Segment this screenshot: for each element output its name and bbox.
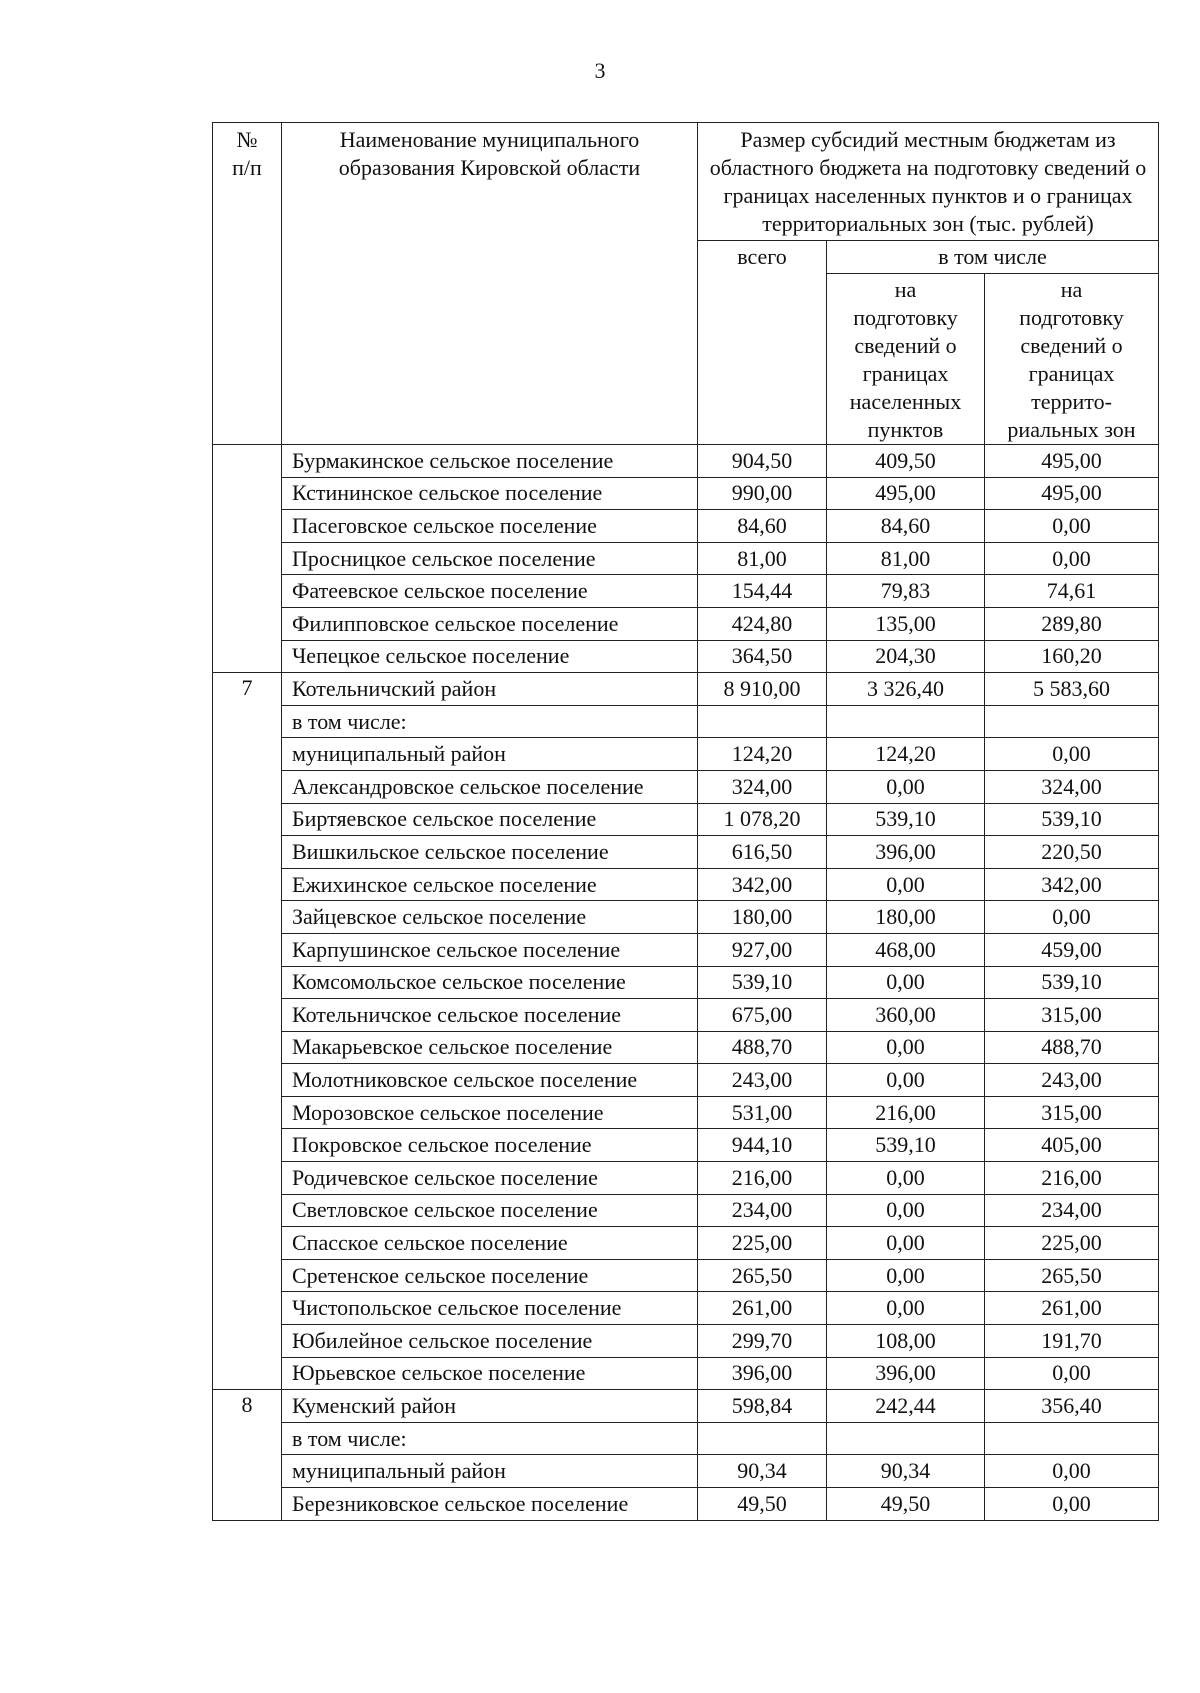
total-amount: 904,50: [698, 445, 827, 478]
row-number: 8: [213, 1390, 282, 1520]
zones-amount: [985, 705, 1159, 738]
table-row: [213, 1194, 1159, 1227]
table-row: [213, 1390, 1159, 1423]
zones-amount: 289,80: [985, 607, 1159, 640]
total-amount: [698, 1422, 827, 1455]
settlements-amount: 242,44: [827, 1390, 985, 1423]
zones-amount: 261,00: [985, 1292, 1159, 1325]
municipality-name: Куменский район: [282, 1390, 698, 1423]
zones-amount: 160,20: [985, 640, 1159, 673]
municipality-name: в том числе:: [282, 1422, 698, 1455]
total-amount: [698, 705, 827, 738]
header-settlements: на подготовку сведений о границах населенных пунктов: [827, 274, 985, 445]
municipality-name: муниципальный район: [282, 738, 698, 771]
zones-amount: 234,00: [985, 1194, 1159, 1227]
table-row: [213, 933, 1159, 966]
settlements-amount: 90,34: [827, 1455, 985, 1488]
municipality-name: Чистопольское сельское поселение: [282, 1292, 698, 1325]
municipality-name: Макарьевское сельское поселение: [282, 1031, 698, 1064]
settlements-amount: 0,00: [827, 1227, 985, 1260]
total-amount: 364,50: [698, 640, 827, 673]
total-amount: 1 078,20: [698, 803, 827, 836]
table-row: [213, 770, 1159, 803]
settlements-amount: 180,00: [827, 901, 985, 934]
total-amount: 675,00: [698, 999, 827, 1032]
header-number: № п/п: [213, 123, 282, 445]
municipality-name: Вишкильское сельское поселение: [282, 836, 698, 869]
settlements-amount: 0,00: [827, 1064, 985, 1097]
zones-amount: 243,00: [985, 1064, 1159, 1097]
table-row: [213, 868, 1159, 901]
municipality-name: Родичевское сельское поселение: [282, 1162, 698, 1195]
page-number: 3: [594, 58, 606, 83]
total-amount: 84,60: [698, 510, 827, 543]
settlements-amount: 0,00: [827, 1194, 985, 1227]
zones-amount: 356,40: [985, 1390, 1159, 1423]
settlements-amount: 79,83: [827, 575, 985, 608]
total-amount: 616,50: [698, 836, 827, 869]
table-row: [213, 803, 1159, 836]
table-row: [213, 1064, 1159, 1097]
table-row: [213, 673, 1159, 706]
table-row: [213, 1162, 1159, 1195]
table-row: [213, 542, 1159, 575]
table-row: [213, 1488, 1159, 1521]
settlements-amount: 135,00: [827, 607, 985, 640]
table-row: [213, 1455, 1159, 1488]
subsidy-table: [212, 122, 1159, 1521]
zones-amount: 0,00: [985, 510, 1159, 543]
header-including: в том числе: [827, 241, 1159, 274]
total-amount: 216,00: [698, 1162, 827, 1195]
table-row: [213, 901, 1159, 934]
header-total: всего: [698, 241, 827, 445]
zones-amount: 0,00: [985, 542, 1159, 575]
municipality-name: Чепецкое сельское поселение: [282, 640, 698, 673]
municipality-name: Покровское сельское поселение: [282, 1129, 698, 1162]
settlements-amount: 204,30: [827, 640, 985, 673]
settlements-amount: 0,00: [827, 1259, 985, 1292]
table-row: [213, 1096, 1159, 1129]
settlements-amount: 539,10: [827, 1129, 985, 1162]
header-subsidy: Размер субсидий местным бюджетам из областного бюджета на подготовку сведений о границах населенных пунктов и о границах территориальных зон (тыс. рублей): [698, 123, 1159, 241]
total-amount: 488,70: [698, 1031, 827, 1064]
total-amount: 225,00: [698, 1227, 827, 1260]
table-row: [213, 1292, 1159, 1325]
zones-amount: 495,00: [985, 445, 1159, 478]
table-row: [213, 738, 1159, 771]
settlements-amount: [827, 705, 985, 738]
zones-amount: 315,00: [985, 999, 1159, 1032]
total-amount: 8 910,00: [698, 673, 827, 706]
total-amount: 396,00: [698, 1357, 827, 1390]
total-amount: 90,34: [698, 1455, 827, 1488]
settlements-amount: 0,00: [827, 1162, 985, 1195]
municipality-name: Морозовское сельское поселение: [282, 1096, 698, 1129]
table-row: [213, 575, 1159, 608]
zones-amount: 495,00: [985, 477, 1159, 510]
municipality-name: Котельничское сельское поселение: [282, 999, 698, 1032]
zones-amount: [985, 1422, 1159, 1455]
municipality-name: Котельничский район: [282, 673, 698, 706]
total-amount: 944,10: [698, 1129, 827, 1162]
zones-amount: 265,50: [985, 1259, 1159, 1292]
table-row: [213, 1227, 1159, 1260]
settlements-amount: 81,00: [827, 542, 985, 575]
settlements-amount: 3 326,40: [827, 673, 985, 706]
total-amount: 324,00: [698, 770, 827, 803]
zones-amount: 315,00: [985, 1096, 1159, 1129]
header-municipality: Наименование муниципального образования Кировской области: [282, 123, 698, 445]
table-row: [213, 477, 1159, 510]
header-zones: на подготовку сведений о границах террито- риальных зон: [985, 274, 1159, 445]
table-row: [213, 966, 1159, 999]
total-amount: 124,20: [698, 738, 827, 771]
table-row: [213, 640, 1159, 673]
municipality-name: Березниковское сельское поселение: [282, 1488, 698, 1521]
municipality-name: в том числе:: [282, 705, 698, 738]
total-amount: 927,00: [698, 933, 827, 966]
table-row: [213, 1422, 1159, 1455]
settlements-amount: 216,00: [827, 1096, 985, 1129]
zones-amount: 405,00: [985, 1129, 1159, 1162]
settlements-amount: 0,00: [827, 1031, 985, 1064]
settlements-amount: 468,00: [827, 933, 985, 966]
zones-amount: 5 583,60: [985, 673, 1159, 706]
zones-amount: 459,00: [985, 933, 1159, 966]
total-amount: 424,80: [698, 607, 827, 640]
settlements-amount: 539,10: [827, 803, 985, 836]
zones-amount: 216,00: [985, 1162, 1159, 1195]
settlements-amount: 49,50: [827, 1488, 985, 1521]
table-row: [213, 1325, 1159, 1358]
table-row: [213, 445, 1159, 478]
zones-amount: 539,10: [985, 966, 1159, 999]
settlements-amount: 108,00: [827, 1325, 985, 1358]
total-amount: 154,44: [698, 575, 827, 608]
municipality-name: Просницкое сельское поселение: [282, 542, 698, 575]
total-amount: 261,00: [698, 1292, 827, 1325]
zones-amount: 74,61: [985, 575, 1159, 608]
settlements-amount: 124,20: [827, 738, 985, 771]
municipality-name: Ежихинское сельское поселение: [282, 868, 698, 901]
total-amount: 180,00: [698, 901, 827, 934]
settlements-amount: 84,60: [827, 510, 985, 543]
settlements-amount: [827, 1422, 985, 1455]
total-amount: 299,70: [698, 1325, 827, 1358]
table-row: [213, 836, 1159, 869]
municipality-name: Фатеевское сельское поселение: [282, 575, 698, 608]
settlements-amount: 396,00: [827, 836, 985, 869]
total-amount: 598,84: [698, 1390, 827, 1423]
total-amount: 243,00: [698, 1064, 827, 1097]
municipality-name: Зайцевское сельское поселение: [282, 901, 698, 934]
settlements-amount: 396,00: [827, 1357, 985, 1390]
zones-amount: 0,00: [985, 1488, 1159, 1521]
table-row: [213, 510, 1159, 543]
zones-amount: 191,70: [985, 1325, 1159, 1358]
municipality-name: Карпушинское сельское поселение: [282, 933, 698, 966]
table-row: [213, 1357, 1159, 1390]
row-number: 7: [213, 673, 282, 1390]
table-row: [213, 999, 1159, 1032]
settlements-amount: 0,00: [827, 770, 985, 803]
table-row: [213, 1129, 1159, 1162]
zones-amount: 0,00: [985, 738, 1159, 771]
zones-amount: 0,00: [985, 1455, 1159, 1488]
table-body: [213, 445, 1159, 1521]
municipality-name: Спасское сельское поселение: [282, 1227, 698, 1260]
municipality-name: Светловское сельское поселение: [282, 1194, 698, 1227]
settlements-amount: 360,00: [827, 999, 985, 1032]
municipality-name: Молотниковское сельское поселение: [282, 1064, 698, 1097]
total-amount: 539,10: [698, 966, 827, 999]
municipality-name: Филипповское сельское поселение: [282, 607, 698, 640]
zones-amount: 225,00: [985, 1227, 1159, 1260]
table-row: [213, 1259, 1159, 1292]
row-number: [213, 445, 282, 673]
table-row: [213, 705, 1159, 738]
total-amount: 234,00: [698, 1194, 827, 1227]
zones-amount: 220,50: [985, 836, 1159, 869]
table-row: [213, 1031, 1159, 1064]
municipality-name: Юрьевское сельское поселение: [282, 1357, 698, 1390]
total-amount: 990,00: [698, 477, 827, 510]
total-amount: 81,00: [698, 542, 827, 575]
settlements-amount: 0,00: [827, 1292, 985, 1325]
municipality-name: Биртяевское сельское поселение: [282, 803, 698, 836]
zones-amount: 488,70: [985, 1031, 1159, 1064]
municipality-name: Пасеговское сельское поселение: [282, 510, 698, 543]
zones-amount: 324,00: [985, 770, 1159, 803]
settlements-amount: 495,00: [827, 477, 985, 510]
zones-amount: 0,00: [985, 1357, 1159, 1390]
total-amount: 265,50: [698, 1259, 827, 1292]
table-row: [213, 607, 1159, 640]
municipality-name: Юбилейное сельское поселение: [282, 1325, 698, 1358]
total-amount: 49,50: [698, 1488, 827, 1521]
municipality-name: муниципальный район: [282, 1455, 698, 1488]
zones-amount: 0,00: [985, 901, 1159, 934]
total-amount: 531,00: [698, 1096, 827, 1129]
municipality-name: Кстининское сельское поселение: [282, 477, 698, 510]
municipality-name: Бурмакинское сельское поселение: [282, 445, 698, 478]
settlements-amount: 0,00: [827, 966, 985, 999]
municipality-name: Александровское сельское поселение: [282, 770, 698, 803]
zones-amount: 342,00: [985, 868, 1159, 901]
municipality-name: Сретенское сельское поселение: [282, 1259, 698, 1292]
settlements-amount: 0,00: [827, 868, 985, 901]
municipality-name: Комсомольское сельское поселение: [282, 966, 698, 999]
settlements-amount: 409,50: [827, 445, 985, 478]
total-amount: 342,00: [698, 868, 827, 901]
zones-amount: 539,10: [985, 803, 1159, 836]
